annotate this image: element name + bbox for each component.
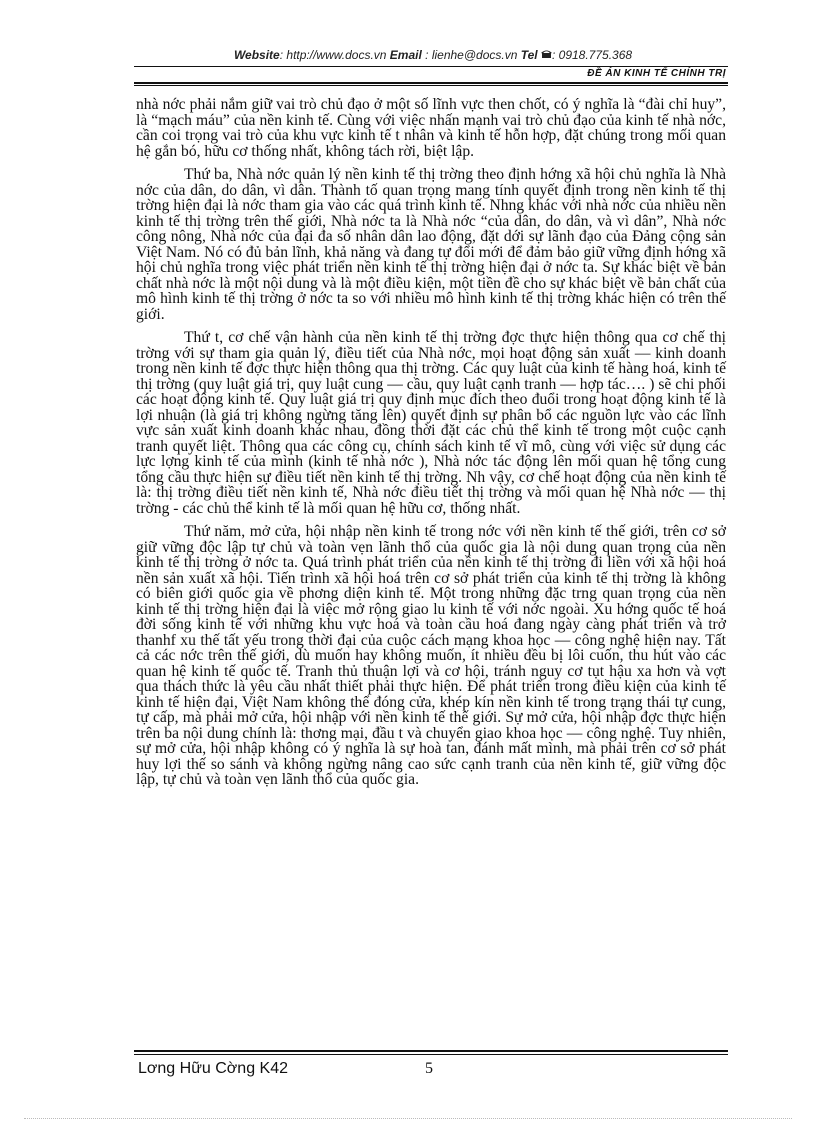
footer-author: Lơng Hữu Cờng K42 — [138, 1060, 288, 1077]
website-label: Website — [233, 48, 280, 62]
tel-value: : 0918.775.368 — [551, 48, 633, 62]
tel-label: Tel — [520, 48, 538, 62]
header-rule-thin — [134, 85, 728, 86]
footer-rule-thick — [134, 1050, 728, 1052]
header-rule-top — [134, 66, 728, 67]
page-number: 5 — [425, 1060, 433, 1077]
phone-icon — [541, 48, 552, 62]
paragraph-thu-tu: Thứ t, cơ chế vận hành của nền kinh tế thị trờng đợc thực hiện thông qua cơ chế thị trờng với sự tham gia quản lý, điều tiết của Nhà nớc, mọi hoạt động sản xuất — kinh doanh trong nền kinh tế đợc thực hiện thông qua thị trờng. Các quy luật của kinh tế hàng hoá, kinh tế thị trờng (quy luật giá trị, quy luật cung — cầu, quy luật cạnh tranh — hợp tác…. ) sẽ chi phối các hoạt động kinh tế. Quy luật giá trị quy định mục đích theo đuổi trong hoạt động kinh tế là lợi nhuận (là giá trị không ngừng tăng lên) quyết định sự phân bổ các nguồn lực vào các lĩnh vực sản xuất kinh doanh khác nhau, đồng thời đặt các chủ thể kinh tế trong một cuộc cạnh tranh quyết liệt. Thông qua các công cụ, chính sách kinh tế vĩ mô, cùng với việc sử dụng các lực lợng kinh tế của mình (kinh tế nhà nớc ), Nhà nớc tác động lên mối quan hệ tổng cung tổng cầu thực hiện sự điều tiết nền kinh tế thị trờng. Nh vậy, cơ chế hoạt động của nền kinh tế là: thị trờng điều tiết nền kinh tế, Nhà nớc điều tiết thị trờng và mối quan hệ Nhà nớc — thị trờng - các chủ thể kinh tế là mối quan hệ hữu cơ, thống nhất. — [136, 329, 726, 517]
paragraph-thu-ba: Thứ ba, Nhà nớc quản lý nền kinh tế thị trờng theo định hớng xã hội chủ nghĩa là Nhà nớc của dân, do dân, vì dân. Thành tố quan trọng mang tính quyết định trong nền kinh tế thị trờng hiện đại là nớc tham gia vào các quá trình kinh tế. Nhng khác với nhà nớc của nhiều nền kinh tế thị trờng trên thế giới, Nhà nớc ta là Nhà nớc “của dân, do dân, và vì dân”, Nhà nớc công nông, Nhà nớc của đại đa số nhân dân lao động, đặt dới sự lãnh đạo của Đảng cộng sản Việt Nam. Nó có đủ bản lĩnh, khả năng và đang tự đổi mới để đảm bảo giữ vững định hớng xã hội chủ nghĩa trong việc phát triển nền kinh tế thị trờng hiện đại ở nớc ta. Sự khác biệt về bản chất nhà nớc là một nội dung và là một điều kiện, một tiền đề cho sự khác biệt về bản chất của mô hình kinh tế thị trờng ở nớc ta so với nhiều mô hình kinh tế thị trờng khác hiện có trên thế giới. — [136, 166, 726, 323]
footer-rule-thin — [134, 1054, 728, 1055]
paragraph-continuation: nhà nớc phải nắm giữ vai trò chủ đạo ở một số lĩnh vực then chốt, có ý nghĩa là “đài chỉ huy”, là “mạch máu” của nền kinh tế. Cùng với việc nhấn mạnh vai trò chủ đạo của kinh tế nhà nớc, cần coi trọng vai trò của khu vực kinh tế t nhân và kinh tế hỗn hợp, đặt chúng trong mối quan hệ gắn bó, hữu cơ thống nhất, không tách rời, biệt lập. — [136, 96, 726, 160]
page-header — [140, 48, 726, 62]
website-value: : http://www.docs.vn — [279, 48, 387, 62]
header-rule-thick — [134, 82, 728, 84]
page-bottom-border — [24, 1118, 792, 1119]
email-label: Email — [389, 48, 422, 62]
paragraph-thu-nam: Thứ năm, mở cửa, hội nhập nền kinh tế trong nớc với nền kinh tế thế giới, trên cơ sở giữ vững độc lập tự chủ và toàn vẹn lãnh thổ của quốc gia là nội dung quan trọng của nền kinh tế thị trờng ở nớc ta. Quá trình phát triển của nền kinh tế thị trờng đi liền với xã hội hoá nền sản xuất xã hội. Tiến trình xã hội hoá trên cơ sở phát triển của kinh tế thị trờng là không có biên giới quốc gia về phơng diện kinh tế. Một trong những đặc trng quan trọng của nền kinh tế thị trờng hiện đại là việc mở rộng giao lu kinh tế với nớc ngoài. Xu hớng quốc tế hoá đời sống kinh tế với những khu vực hoá và toàn cầu hoá đang ngày càng phát triển và trở thanhf xu thế tất yếu trong thời đại của cuộc cách mạng khoa học — công nghệ hiện nay. Tất cả các nớc trên thế giới, dù muốn hay không muốn, ít nhiều đều bị lôi cuốn, thu hút vào các quan hệ kinh tế quốc tế. Tranh thủ thuận lợi và cơ hội, tránh nguy cơ tụt hậu xa hơn và vợt qua thách thức là yêu cầu nhất thiết phải thực hiện. Để phát triển trong điều kiện của kinh tế kinh tế hiện đại, Việt Nam không thể đóng cửa, khép kín nền kinh tế trong trạng thái tự cung, tự cấp, mà phải mở cửa, hội nhập với nền kinh tế thế giới. Sự mở cửa, hội nhập đợc thực hiện trên ba nội dung chính là: thơng mại, đầu t và chuyển giao khoa học — công nghệ. Tuy nhiên, sự mở cửa, hội nhập không có ý nghĩa là sự hoà tan, đánh mất mình, mà phải trên cơ sở phát huy lợi thế so sánh và không ngừng nâng cao sức cạnh tranh của nền kinh tế, giữ vững độc lập, tự chủ và toàn vẹn lãnh thổ của quốc gia. — [136, 523, 726, 788]
body-text — [136, 97, 726, 796]
document-title: ĐỀ ÁN KINH TẾ CHÍNH TRỊ — [587, 68, 726, 79]
email-value: : lienhe@docs.vn — [425, 48, 518, 62]
